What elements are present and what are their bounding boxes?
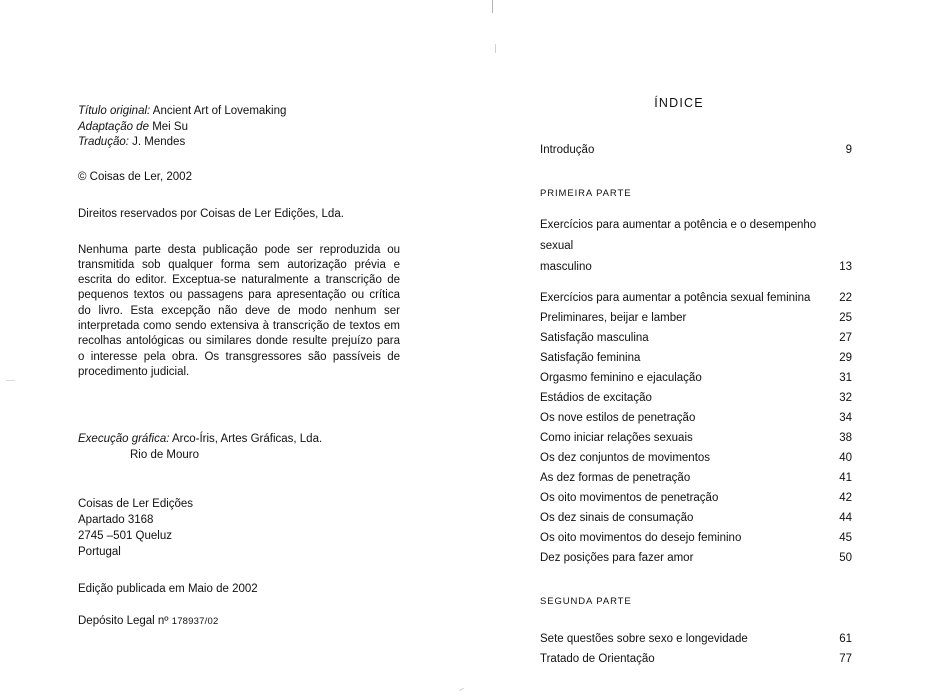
toc-entry-page: 38 [839, 432, 852, 444]
printing-credit-line [78, 432, 438, 448]
toc-entry-label: Os nove estilos de penetração [540, 412, 696, 424]
toc-entry-sete-questoes [540, 629, 852, 649]
publisher-postal-code: 2745 –501 Queluz [78, 529, 172, 542]
credits-block [78, 104, 438, 151]
legal-deposit-label: Depósito Legal nº [78, 614, 169, 627]
toc-entry-page: 25 [839, 312, 852, 324]
toc-entry-page: 27 [839, 332, 852, 344]
toc-section-primeira-parte: PRIMEIRA PARTE [540, 188, 632, 199]
credit-adaptation-label: Adaptação de [78, 120, 149, 133]
toc-entry-dez-formas [540, 468, 852, 488]
toc-entry-page: 50 [839, 552, 852, 564]
toc-entry-tratado-orientacao [540, 649, 852, 669]
toc-entry-page: 34 [839, 412, 852, 424]
toc-entry-page: 22 [839, 292, 852, 304]
toc-entry-label: As dez formas de penetração [540, 472, 691, 484]
toc-entry-label: Os dez conjuntos de movimentos [540, 452, 711, 464]
toc-entry-oito-movimentos-desejo [540, 528, 852, 548]
credit-adaptation [78, 120, 438, 136]
credit-original-title-label: Título original: [78, 105, 151, 117]
toc-entry-page: 40 [839, 452, 852, 464]
toc-entry-label-line2: masculino [540, 261, 592, 273]
toc-entry-satisfacao-masculina [540, 328, 852, 348]
toc-entry-label: Sete questões sobre sexo e longevidade [540, 633, 748, 645]
toc-entry-label: Como iniciar relações sexuais [540, 432, 693, 444]
toc-section-segunda-parte: SEGUNDA PARTE [540, 596, 632, 607]
toc-entry-estadios-excitacao [540, 388, 852, 408]
scan-artifact-mark [459, 688, 464, 691]
toc-entry-satisfacao-feminina [540, 348, 852, 368]
toc-entry-page: 44 [839, 512, 852, 524]
printing-credit-value: Arco-Íris, Artes Gráficas, Lda. [171, 433, 323, 446]
toc-entry-dez-sinais [540, 508, 852, 528]
toc-entry-preliminares [540, 308, 852, 328]
toc-entry-orgasmo-feminino [540, 368, 852, 388]
legal-deposit [78, 615, 438, 627]
credit-translation [78, 135, 438, 151]
toc-entry-exercicios-feminina [540, 288, 852, 308]
page-title: ÍNDICE [654, 96, 704, 110]
publisher-name: Coisas de Ler Edições [78, 498, 194, 511]
toc-entry-page: 41 [839, 472, 852, 484]
toc-entry-label: Exercícios para aumentar a potência sexual feminina [540, 292, 811, 304]
toc-entry-label-line2-row [540, 257, 852, 278]
index-page [540, 96, 852, 669]
toc-entry-iniciar-relacoes [540, 428, 852, 448]
toc-entry-label: Orgasmo feminino e ejaculação [540, 372, 702, 384]
toc-entry-oito-movimentos-penetracao [540, 488, 852, 508]
toc-entry-label: Preliminares, beijar e lamber [540, 312, 687, 324]
toc-entry-page: 29 [839, 352, 852, 364]
toc-entry-label: Os oito movimentos do desejo feminino [540, 532, 742, 544]
credit-adaptation-value: Mei Su [152, 120, 188, 133]
toc-entry-label: Dez posições para fazer amor [540, 552, 694, 564]
toc-entry-label: Estádios de excitação [540, 392, 652, 404]
toc-entry-introducao [540, 140, 852, 160]
printing-credit [78, 432, 438, 463]
scan-artifact-mark [6, 380, 15, 381]
scan-artifact-mark [495, 44, 496, 53]
toc-entry-exercicios-masculino [540, 215, 852, 278]
rights-reserved-notice: Direitos reservados por Coisas de Ler Edições, Lda. [78, 208, 344, 220]
publisher-po-box: Apartado 3168 [78, 513, 154, 526]
toc-entry-dez-conjuntos [540, 448, 852, 468]
edition-date: Edição publicada em Maio de 2002 [78, 583, 258, 596]
toc-entry-dez-posicoes [540, 548, 852, 568]
printing-credit-label: Execução gráfica: [78, 433, 170, 446]
toc-entry-label: Satisfação feminina [540, 352, 641, 364]
toc-entry-label: Os oito movimentos de penetração [540, 492, 719, 504]
publisher-address [78, 497, 438, 560]
copyright-notice: © Coisas de Ler, 2002 [78, 170, 192, 183]
publisher-country: Portugal [78, 545, 121, 558]
toc-entry-page: 31 [839, 372, 852, 384]
credit-translation-label: Tradução: [78, 136, 129, 148]
toc-entry-label: Introdução [540, 144, 595, 156]
toc-entry-page: 42 [839, 492, 852, 504]
printing-credit-city: Rio de Mouro [130, 448, 200, 461]
toc-entry-label: Os dez sinais de consumação [540, 512, 694, 524]
scan-artifact-mark [492, 0, 493, 13]
toc-entry-page: 13 [839, 261, 852, 273]
toc-entry-page: 77 [839, 653, 852, 665]
credit-translation-value: J. Mendes [132, 136, 186, 148]
toc-entry-label: Tratado de Orientação [540, 653, 655, 665]
toc-entry-page: 45 [839, 532, 852, 544]
toc-entry-page: 9 [845, 144, 852, 156]
toc-entry-page: 32 [839, 392, 852, 404]
copyright-page [78, 104, 438, 627]
legal-deposit-value: 178937/02 [171, 615, 219, 627]
credit-original-title-value: Ancient Art of Lovemaking [152, 105, 287, 117]
reproduction-disclaimer: Nenhuma parte desta publicação pode ser reproduzida ou transmitida sob qualquer forma sem autorização prévia e escrita do editor. Exceptua-se naturalmente a transcrição de pequenos textos ou passagens para apresentação ou crítica do livro. Esta excepção não deve de modo nenhum ser interpretada como sendo extensiva à transcrição de textos em recolhas antológicas ou similares donde resulte prejuízo para o interesse pela obra. Os transgressores são passíveis de procedimento judicial. [78, 243, 400, 378]
toc-entry-label: Satisfação masculina [540, 332, 649, 344]
toc-entry-label-line1: Exercícios para aumentar a potência e o desempenho sexual [540, 219, 817, 252]
toc-entry-nove-estilos [540, 408, 852, 428]
credit-original-title [78, 104, 438, 120]
toc-entry-page: 61 [839, 633, 852, 645]
